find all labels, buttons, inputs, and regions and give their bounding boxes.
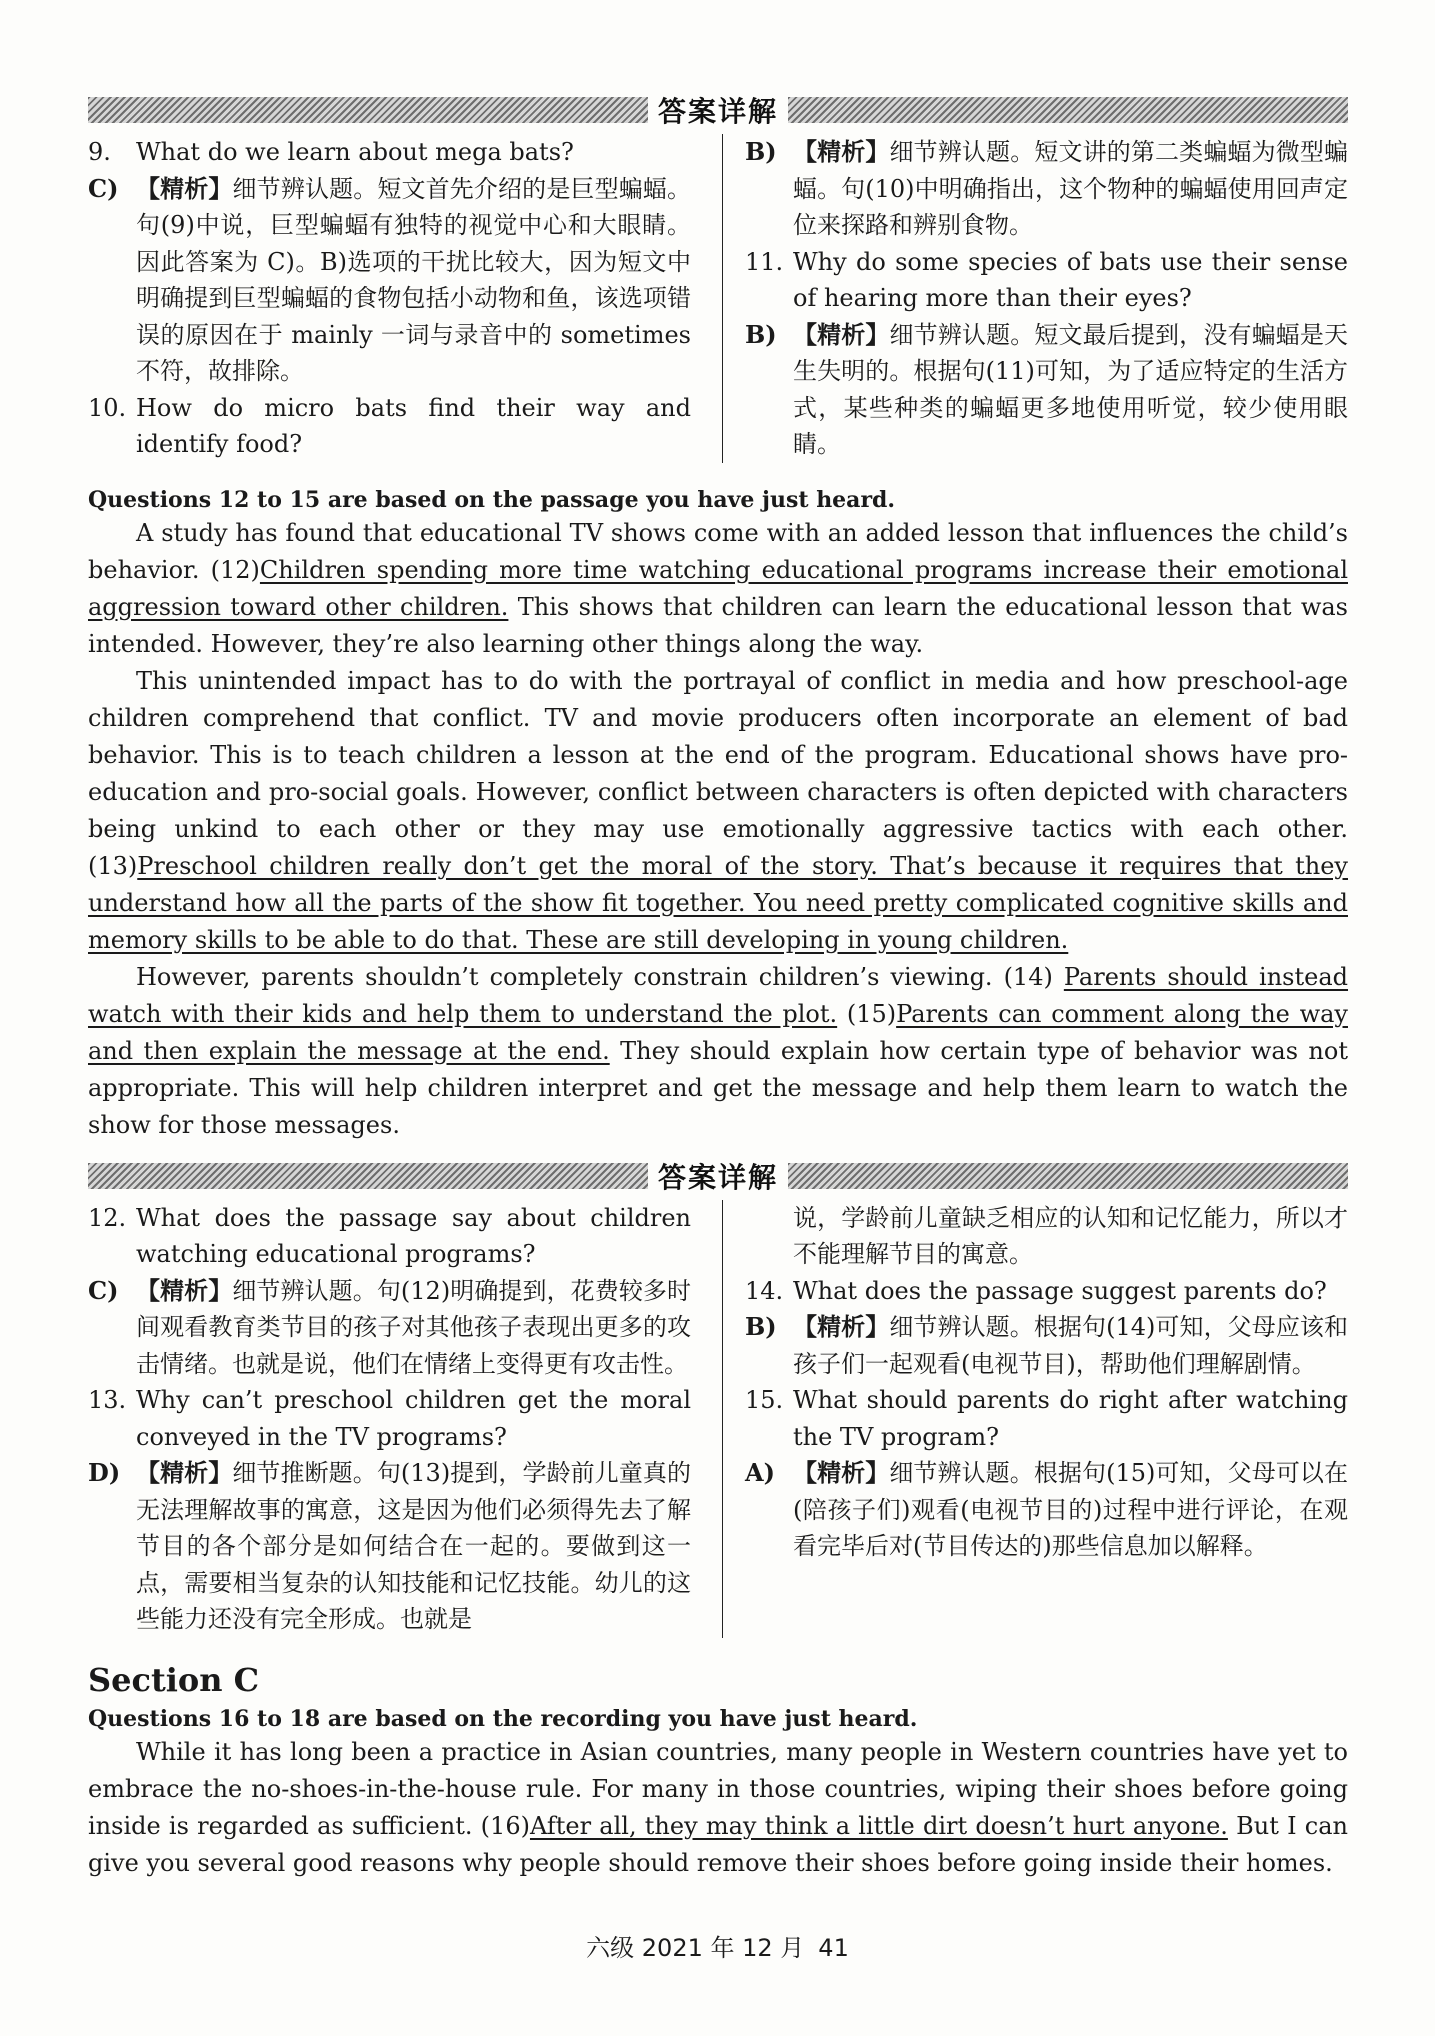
underlined-answer-sentence: Parents can comment along the way and then explain the message at the end.	[88, 999, 1348, 1065]
item-body: Why do some species of bats use their sense of hearing more than their eyes?	[793, 247, 1348, 312]
underlined-answer-sentence: Children spending more time watching educational programs increase their emotional aggression toward other children.	[88, 555, 1348, 621]
answer-letter: C)	[88, 173, 119, 203]
questions-16-18-heading: Questions 16 to 18 are based on the recording you have just heard.	[88, 1705, 918, 1732]
item-body: 细节辨认题。根据句(14)可知，父母应该和孩子们一起观看(电视节目)，帮助他们理解剧情。	[793, 1313, 1349, 1378]
item-text	[793, 244, 1348, 317]
passage-paragraph	[88, 959, 1348, 1144]
question-number: 9.	[88, 138, 111, 166]
analysis-tag: 【精析】	[136, 1275, 233, 1305]
passage-text: While it has long been a practice in Asian countries, many people in Western countries have yet to embrace the no-shoes-in-the-house rule. For many in those countries, wiping their shoes before going inside is regarded as sufficient. (16)	[88, 1737, 1348, 1840]
passage-text: This unintended impact has to do with the portrayal of conflict in media and how preschool-age children comprehend that conflict. TV and movie producers often incorporate an element of bad behavior. This is to teach children a lesson at the end of the program. Educational shows have pro-education and pro-social goals. However, conflict between characters is often depicted with characters being unkind to each other or they may use emotionally aggressive tactics with each other. (13)	[88, 666, 1348, 880]
answer-explanation	[745, 134, 1348, 244]
item-text	[136, 1455, 691, 1638]
answer-columns-2	[88, 1200, 1348, 1638]
item-body: 说，学龄前儿童缺乏相应的认知和记忆能力，所以才不能理解节目的寓意。	[793, 1203, 1348, 1268]
page-footer	[0, 1928, 1435, 1963]
answer-explanation	[745, 1455, 1348, 1565]
passage-12-15	[88, 515, 1348, 1144]
answer-letter: B)	[745, 319, 777, 349]
item-text	[136, 390, 691, 463]
banner-hatch	[88, 1163, 648, 1189]
answer-columns-1	[88, 134, 1348, 463]
item-text	[793, 1200, 1348, 1273]
item-body: 细节辨认题。短文首先介绍的是巨型蝙蝠。句(9)中说，巨型蝙蝠有独特的视觉中心和大眼睛。因此答案为 C)。B)选项的干扰比较大，因为短文中明确提到巨型蝙蝠的食物包括小动物和鱼，该选项错误的原因在于 mainly 一词与录音中的 sometimes 不符，故排除。	[136, 174, 691, 385]
question-number: 13.	[88, 1386, 127, 1414]
question-number: 15.	[745, 1386, 784, 1414]
answer-letter: A)	[745, 1458, 775, 1487]
item-text	[793, 1382, 1348, 1455]
banner-hatch	[788, 97, 1348, 123]
analysis-tag: 【精析】	[793, 319, 890, 349]
underlined-answer-sentence: Preschool children really don’t get the moral of the story. That’s because it requires that they understand how all the parts of the show fit together. You need pretty complicated cognitive skills and memory skills to be able to do that. These are still developing in young children.	[88, 851, 1348, 954]
item-text	[136, 134, 691, 171]
answer-banner	[88, 1158, 1348, 1194]
item-body: 细节辨认题。句(12)明确提到，花费较多时间观看教育类节目的孩子对其他孩子表现出更多的攻击情绪。也就是说，他们在情绪上变得更有攻击性。	[136, 1276, 692, 1378]
question-number: 14.	[745, 1276, 784, 1305]
passage-text: But I can give you several good reasons why people should remove their shoes before going inside their homes.	[88, 1811, 1348, 1877]
passage-text: (15)	[837, 999, 897, 1028]
answer-letter: B)	[745, 137, 777, 166]
item-text	[793, 134, 1348, 244]
answer-explanation	[88, 1273, 691, 1383]
explanation-continuation	[745, 1200, 1348, 1273]
question-number	[745, 1200, 793, 1273]
questions-12-15-heading: Questions 12 to 15 are based on the passage you have just heard.	[88, 486, 896, 513]
item-text	[793, 317, 1348, 463]
answer-column-right	[717, 134, 1348, 463]
item-text	[136, 171, 691, 390]
item-body: How do micro bats find their way and identify food?	[136, 393, 691, 458]
answer-column-left	[88, 134, 717, 463]
passage-paragraph	[88, 515, 1348, 663]
page-number: 41	[818, 1934, 849, 1962]
item-text	[793, 1273, 1348, 1310]
question-number: 11.	[745, 247, 784, 276]
passage-paragraph	[88, 663, 1348, 959]
item-text	[793, 1455, 1348, 1565]
section-c-title: Section C	[88, 1660, 260, 1699]
answer-letter: B)	[745, 1312, 777, 1341]
passage-text: They should explain how certain type of behavior was not appropriate. This will help children interpret and get the message and help them learn to watch the show for those messages.	[88, 1036, 1348, 1139]
passage-16-18	[88, 1734, 1348, 1882]
analysis-tag: 【精析】	[793, 1312, 890, 1341]
answer-column-right	[717, 1200, 1348, 1638]
analysis-tag: 【精析】	[136, 173, 233, 203]
item-body: 细节辨认题。短文讲的第二类蝙蝠为微型蝙蝠。句(10)中明确指出，这个物种的蝙蝠使用回声定位来探路和辨别食物。	[793, 138, 1348, 239]
answer-explanation	[745, 317, 1348, 463]
banner-hatch	[788, 1163, 1348, 1189]
item-text	[793, 1309, 1348, 1382]
item-body: Why can’t preschool children get the moral conveyed in the TV programs?	[136, 1386, 691, 1451]
answer-letter: D)	[88, 1458, 121, 1487]
question-item	[88, 1200, 691, 1273]
question-item	[88, 390, 691, 463]
item-text	[136, 1273, 691, 1383]
item-body: 细节推断题。句(13)提到，学龄前儿童真的无法理解故事的寓意，这是因为他们必须得先去了解节目的各个部分是如何结合在一起的。要做到这一点，需要相当复杂的认知技能和记忆技能。幼儿的这些能力还没有完全形成。也就是	[136, 1459, 692, 1633]
banner-label: 答案详解	[658, 95, 779, 128]
passage-text: However, parents shouldn’t completely constrain children’s viewing. (14)	[136, 962, 1064, 991]
question-item	[745, 244, 1348, 317]
question-item	[745, 1273, 1348, 1310]
analysis-tag: 【精析】	[136, 1458, 233, 1487]
passage-text: A study has found that educational TV shows come with an added lesson that influences the child’s behavior. (12)	[88, 518, 1348, 584]
column-divider	[722, 134, 723, 463]
underlined-answer-sentence: After all, they may think a little dirt doesn’t hurt anyone.	[529, 1811, 1228, 1840]
column-divider	[722, 1200, 723, 1638]
item-body: What does the passage suggest parents do?	[793, 1276, 1327, 1305]
answer-explanation	[88, 1455, 691, 1638]
question-number: 12.	[88, 1203, 127, 1232]
item-body: 细节辨认题。根据句(15)可知，父母可以在(陪孩子们)观看(电视节目的)过程中进行评论，在观看完毕后对(节目传达的)那些信息加以解释。	[793, 1459, 1349, 1560]
item-body: 细节辨认题。短文最后提到，没有蝙蝠是天生失明的。根据句(11)可知，为了适应特定的生活方式，某些种类的蝙蝠更多地使用听觉，较少使用眼睛。	[793, 320, 1348, 458]
item-text	[136, 1200, 691, 1273]
banner-label: 答案详解	[658, 1160, 779, 1194]
answer-banner	[88, 92, 1348, 128]
analysis-tag: 【精析】	[793, 1458, 890, 1487]
item-body: What does the passage say about children watching educational programs?	[136, 1203, 691, 1268]
analysis-tag: 【精析】	[793, 137, 890, 166]
passage-text: This shows that children can learn the educational lesson that was intended. However, they’re also learning other things along the way.	[88, 592, 1348, 658]
item-body: What do we learn about mega bats?	[136, 138, 574, 166]
underlined-answer-sentence: Parents should instead watch with their kids and help them to understand the plot.	[88, 962, 1349, 1028]
passage-paragraph	[88, 1734, 1348, 1882]
question-item	[745, 1382, 1348, 1455]
item-text	[136, 1382, 691, 1455]
banner-hatch	[88, 97, 648, 123]
question-number: 10.	[88, 393, 127, 422]
answer-explanation	[88, 171, 691, 390]
question-item	[88, 134, 691, 171]
question-item	[88, 1382, 691, 1455]
footer-text: 六级 2021 年 12 月	[586, 1934, 805, 1962]
answer-letter: C)	[88, 1275, 119, 1305]
page-content	[88, 92, 1348, 1882]
answer-column-left	[88, 1200, 717, 1638]
item-body: What should parents do right after watching the TV program?	[793, 1386, 1348, 1451]
answer-explanation	[745, 1309, 1348, 1382]
